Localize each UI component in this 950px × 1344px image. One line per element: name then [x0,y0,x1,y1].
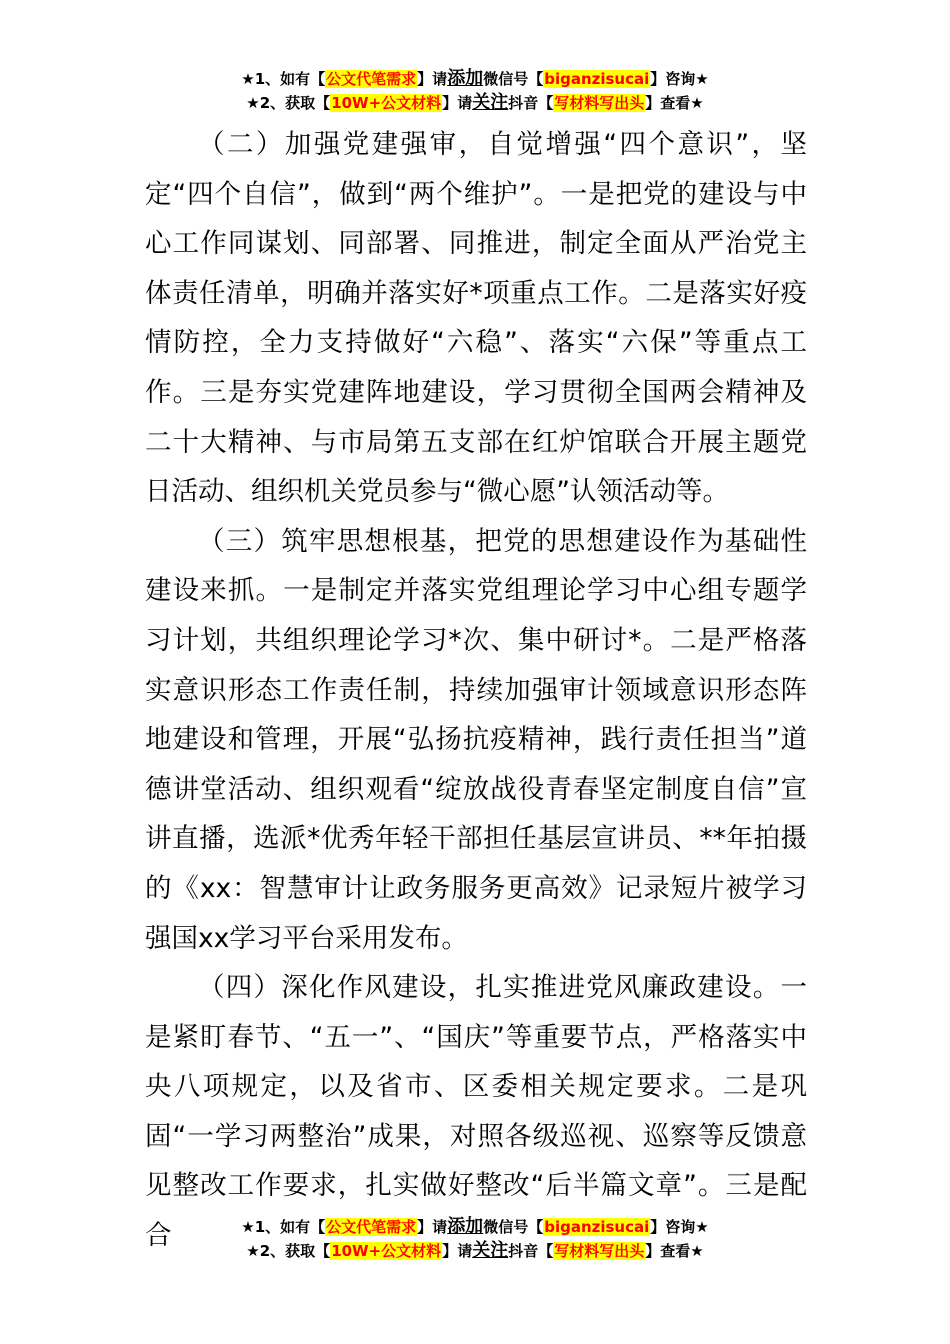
header-banner [0,67,950,115]
banner-highlight-douyin: 写材料写出头 [554,94,645,112]
footer-banner [0,1215,950,1263]
banner-line1-middle-b: 微信号【 [483,70,544,88]
banner-highlight-wechat: biganzisucai [544,1218,650,1236]
banner-line2-middle-b: 抖音【 [508,94,554,112]
document-body [145,120,807,1261]
banner-line1-suffix: 】咨询 [650,1218,696,1236]
banner-line2-middle-b: 抖音【 [508,1242,554,1260]
banner-line1-prefix: 1、如有【 [254,70,326,88]
banner-line1-emphasis: 添加 [447,1216,484,1237]
star-icon: ★ [695,1218,709,1236]
banner-line2-prefix: 2、获取【 [259,94,331,112]
banner-line2-emphasis: 关注 [472,1240,509,1261]
banner-highlight-materials: 10W+公文材料 [331,1242,442,1260]
banner-line2-middle-a: 】请 [442,1242,473,1260]
banner-line-1 [0,1215,950,1239]
paragraph-party-building: （二）加强党建强审，自觉增强“四个意识”，坚定“四个自信”，做到“两个维护”。一是把党的建设与中心工作同谋划、同部署、同推进，制定全面从严治党主体责任清单，明确并落实好*项重点工作。二是落实好疫情防控，全力支持做好“六稳”、落实“六保”等重点工作。三是夯实党建阵地建设，学习贯彻全国两会精神及二十大精神、与市局第五支部在红炉馆联合开展主题党日活动、组织机关党员参与“微心愿”认领活动等。 [145,129,807,508]
banner-highlight-service: 公文代笔需求 [326,1218,417,1236]
banner-line1-suffix: 】咨询 [650,70,696,88]
banner-line-1 [0,67,950,91]
banner-line1-prefix: 1、如有【 [254,1218,326,1236]
banner-line1-middle-a: 】请 [417,1218,448,1236]
banner-line-2 [0,1239,950,1263]
banner-highlight-service: 公文代笔需求 [326,70,417,88]
star-icon: ★ [690,94,704,112]
star-icon: ★ [695,70,709,88]
star-icon: ★ [246,1242,260,1260]
banner-line1-middle-a: 】请 [417,70,448,88]
banner-highlight-wechat: biganzisucai [544,70,650,88]
banner-line1-middle-b: 微信号【 [483,1218,544,1236]
paragraph-ideology: （三）筑牢思想根基，把党的思想建设作为基础性建设来抓。一是制定并落实党组理论学习中心组专题学习计划，共组织理论学习*次、集中研讨*。二是严格落实意识形态工作责任制，持续加强审计领域意识形态阵地建设和管理，开展“弘扬抗疫精神，践行责任担当”道德讲堂活动、组织观看“绽放战役青春坚定制度自信”宣讲直播，选派*优秀年轻干部担任基层宣讲员、**年拍摄的《xx：智慧审计让政务服务更高效》记录短片被学习强国xx学习平台采用发布。 [145,525,807,954]
star-icon: ★ [246,94,260,112]
star-icon: ★ [241,1218,255,1236]
banner-highlight-douyin: 写材料写出头 [554,1242,645,1260]
banner-line2-suffix: 】查看 [645,94,691,112]
star-icon: ★ [690,1242,704,1260]
banner-highlight-materials: 10W+公文材料 [331,94,442,112]
banner-line2-emphasis: 关注 [472,92,509,113]
banner-line1-emphasis: 添加 [447,68,484,89]
banner-line-2 [0,91,950,115]
banner-line2-prefix: 2、获取【 [259,1242,331,1260]
banner-line2-middle-a: 】请 [442,94,473,112]
star-icon: ★ [241,70,255,88]
paragraph-work-style: （四）深化作风建设，扎实推进党风廉政建设。一是紧盯春节、“五一”、“国庆”等重要节点，严格落实中央八项规定，以及省市、区委相关规定要求。二是巩固“一学习两整治”成果，对照各级巡视、巡察等反馈意见整改工作要求，扎实做好整改“后半篇文章”。三是配合 [145,972,807,1252]
banner-line2-suffix: 】查看 [645,1242,691,1260]
